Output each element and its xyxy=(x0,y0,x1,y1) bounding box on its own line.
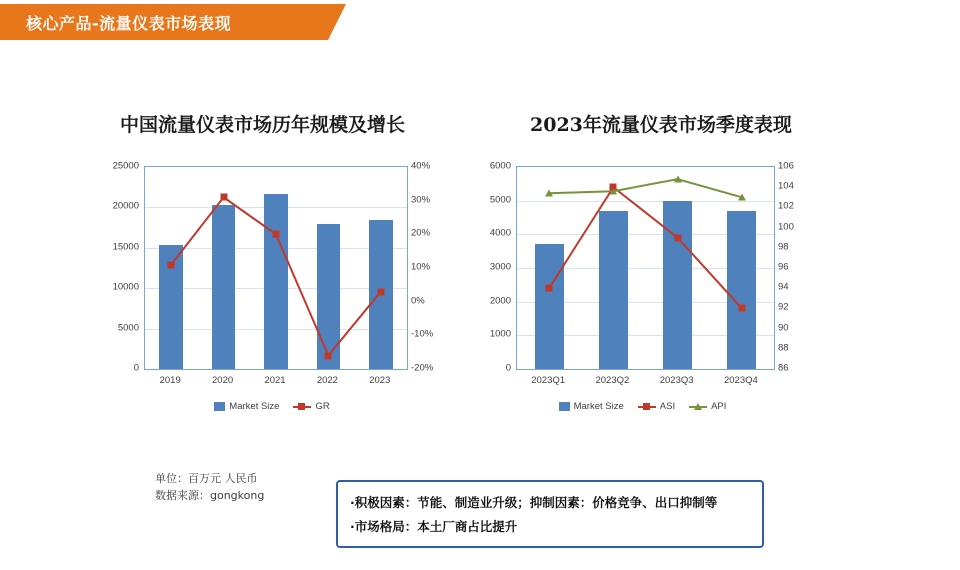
x-axis-tick-label: 2020 xyxy=(212,375,234,386)
secondary-y-axis-tick-label: -20% xyxy=(411,362,434,374)
legend-label: ASI xyxy=(659,401,676,412)
y-axis-tick-label: 6000 xyxy=(489,160,511,172)
secondary-y-axis-tick-label: 30% xyxy=(411,194,431,206)
chart-legend xyxy=(470,401,815,412)
x-axis-tick-label: 2023Q1 xyxy=(531,375,566,386)
y-axis-tick-label: 0 xyxy=(505,362,511,374)
y-axis-tick-label: 15000 xyxy=(112,241,139,253)
y-axis-tick-label: 5000 xyxy=(117,322,139,334)
legend-item xyxy=(293,401,329,412)
secondary-y-axis-tick-label: -10% xyxy=(411,328,434,340)
callout-line-2: ·市场格局：本土厂商占比提升 xyxy=(350,519,518,534)
insight-callout xyxy=(336,480,764,548)
x-axis-tick-label: 2023Q2 xyxy=(595,375,630,386)
y-axis-tick-label: 25000 xyxy=(112,160,139,172)
secondary-y-axis-tick-label: 10% xyxy=(411,261,431,273)
y-axis-tick-label: 20000 xyxy=(112,200,139,212)
unit-line: 单位：百万元 人民币 xyxy=(155,472,258,485)
left-chart xyxy=(92,158,452,418)
y-axis-tick-label: 0 xyxy=(133,362,139,374)
legend-swatch-icon xyxy=(293,406,311,408)
y-axis-tick-label: 2000 xyxy=(489,295,511,307)
secondary-y-axis-tick-label: 102 xyxy=(778,200,794,212)
left-chart-title: 中国流量仪表市场历年规模及增长 xyxy=(120,114,406,136)
y-axis-tick-label: 3000 xyxy=(489,261,511,273)
legend-label: Market Size xyxy=(573,401,624,412)
callout-line-1: ·积极因素：节能、制造业升级；抑制因素：价格竞争、出口抑制等 xyxy=(350,495,718,510)
secondary-y-axis-tick-label: 0% xyxy=(411,295,425,307)
left-chart-plot-area xyxy=(144,166,408,370)
source-line: 数据来源：gongkong xyxy=(155,489,265,502)
y-axis-tick-label: 1000 xyxy=(489,328,511,340)
right-chart-title: 2023年流量仪表市场季度表现 xyxy=(530,114,792,136)
secondary-y-axis-tick-label: 94 xyxy=(778,281,789,293)
x-axis-tick-label: 2022 xyxy=(316,375,338,386)
secondary-y-axis-tick-label: 96 xyxy=(778,261,789,273)
legend-item xyxy=(638,401,675,412)
x-axis-tick-label: 2021 xyxy=(264,375,286,386)
x-axis-tick-label: 2023 xyxy=(369,375,391,386)
legend-item xyxy=(559,401,624,412)
legend-label: API xyxy=(711,401,727,412)
secondary-y-axis-tick-label: 98 xyxy=(778,241,789,253)
secondary-y-axis-tick-label: 88 xyxy=(778,342,789,354)
source-note xyxy=(155,470,264,504)
legend-item xyxy=(214,401,279,412)
slide-title-text: 核心产品-流量仪表市场表现 xyxy=(26,13,232,33)
secondary-y-axis-tick-label: 40% xyxy=(411,160,431,172)
legend-swatch-icon xyxy=(214,402,225,411)
chart-legend xyxy=(92,401,452,412)
legend-item xyxy=(689,401,726,412)
secondary-y-axis-tick-label: 20% xyxy=(411,227,431,239)
legend-swatch-icon xyxy=(638,406,656,408)
y-axis-tick-label: 10000 xyxy=(112,281,139,293)
legend-swatch-icon xyxy=(689,406,707,408)
secondary-y-axis-tick-label: 106 xyxy=(778,160,794,172)
right-chart-plot-area xyxy=(516,166,775,370)
x-axis-tick-label: 2019 xyxy=(159,375,181,386)
secondary-y-axis-tick-label: 90 xyxy=(778,322,789,334)
right-chart xyxy=(470,158,815,418)
secondary-y-axis-tick-label: 104 xyxy=(778,180,794,192)
legend-label: GR xyxy=(315,401,330,412)
legend-swatch-icon xyxy=(559,402,570,411)
secondary-y-axis-tick-label: 92 xyxy=(778,301,789,313)
slide-title-banner xyxy=(0,4,328,40)
x-axis-tick-label: 2023Q3 xyxy=(659,375,694,386)
y-axis-tick-label: 5000 xyxy=(489,194,511,206)
secondary-y-axis-tick-label: 86 xyxy=(778,362,789,374)
secondary-y-axis-tick-label: 100 xyxy=(778,221,794,233)
x-axis-tick-label: 2023Q4 xyxy=(723,375,758,386)
legend-label: Market Size xyxy=(229,401,280,412)
line-series-layer xyxy=(517,167,774,369)
y-axis-tick-label: 4000 xyxy=(489,227,511,239)
line-series-layer xyxy=(145,167,407,369)
